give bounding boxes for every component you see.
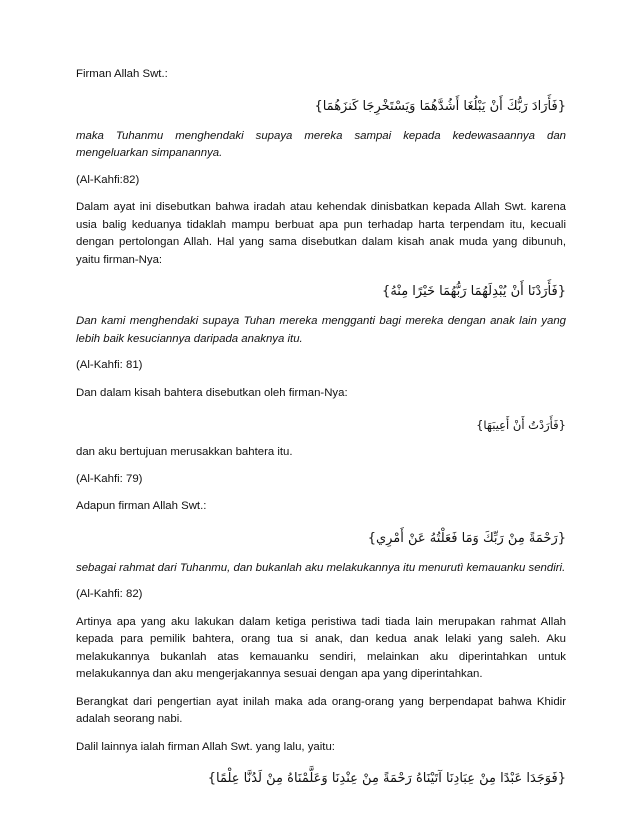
arabic-verse-1: {فَأَرَادَ رَبُّكَ أَنْ يَبْلُغَا أَشُدَّهُمَا وَيَسْتَخْرِجَا كَنزَهُمَا}: [314, 98, 566, 114]
verse-reference-4: (Al-Kahfi: 82): [76, 588, 143, 600]
verse-reference-1: (Al-Kahfi:82): [76, 173, 140, 186]
verse-reference-2: (Al-Kahfi: 81): [76, 359, 143, 371]
verse-reference-3: (Al-Kahfi: 79): [76, 472, 143, 485]
paragraph-2: Artinya apa yang aku lakukan dalam ketiga peristiwa tadi tiada lain merupakan rahmat Allah kepada para pemilik bahtera, orang tua si anak, dan kedua anak lelaki yang saleh. Aku melakukannya bukanlah atas kemauanku sendiri, melainkan aku diperintahkan untuk melakukannya dan aku mengerjakannya sesuai dengan apa yang diperintahkan.: [76, 615, 566, 680]
translation-4: sebagai rahmat dari Tuhanmu, dan bukanlah aku melakukannya itu menurutì kemauanku sendiri.: [76, 561, 566, 574]
intro-firman-5: Dalil lainnya ialah firman Allah Swt. yang lalu, yaitu:: [76, 740, 335, 753]
intro-firman-3: Dan dalam kisah bahtera disebutkan oleh firman-Nya:: [76, 386, 348, 399]
arabic-verse-4: {رَحْمَةً مِنْ رَبِّكَ وَمَا فَعَلْتُهُ عَنْ أَمْرِي}: [367, 530, 566, 546]
translation-2: Dan kami menghendaki supaya Tuhan mereka mengganti bagi mereka dengan anak lain yang lebih baik kesuciannya daripada anaknya itu.: [76, 315, 566, 345]
arabic-verse-5: {فَوَجَدَا عَبْدًا مِنْ عِبَادِنَا آتَيْنَاهُ رَحْمَةً مِنْ عِنْدِنَا وَعَلَّمْنَاهُ مِنْ لَدُنَّا عِلْمًا}: [207, 771, 566, 786]
arabic-verse-3: {فَأَرَدْتُ أَنْ أَعِيبَهَا}: [476, 418, 566, 432]
translation-3: dan aku bertujuan merusakkan bahtera itu.: [76, 446, 293, 458]
arabic-verse-2: {فَأَرَدْنَا أَنْ يُبْدِلَهُمَا رَبُّهُمَا خَيْرًا مِنْهُ}: [382, 284, 566, 299]
paragraph-3: Berangkat dari pengertian ayat inilah maka ada orang-orang yang berpendapat bahwa Khidir adalah seorang nabi.: [76, 695, 566, 725]
intro-firman-1: Firman Allah Swt.:: [76, 68, 168, 80]
intro-firman-4: Adapun firman Allah Swt.:: [76, 500, 207, 512]
document-body: [76, 66, 566, 789]
translation-1: maka Tuhanmu menghendaki supaya mereka sampai kepada kedewasaannya dan mengeluarkan simpanannya.: [76, 129, 566, 159]
paragraph-1: Dalam ayat ini disebutkan bahwa iradah atau kehendak dinisbatkan kepada Allah Swt. karena usia balig keduanya tidaklah mampu berbuat apa pun terhadap harta terpendam itu, kecuali dengan pertolongan Allah. Hal yang sama disebutkan dalam kisah anak muda yang dibunuh, yaitu firman-Nya:: [76, 201, 566, 266]
